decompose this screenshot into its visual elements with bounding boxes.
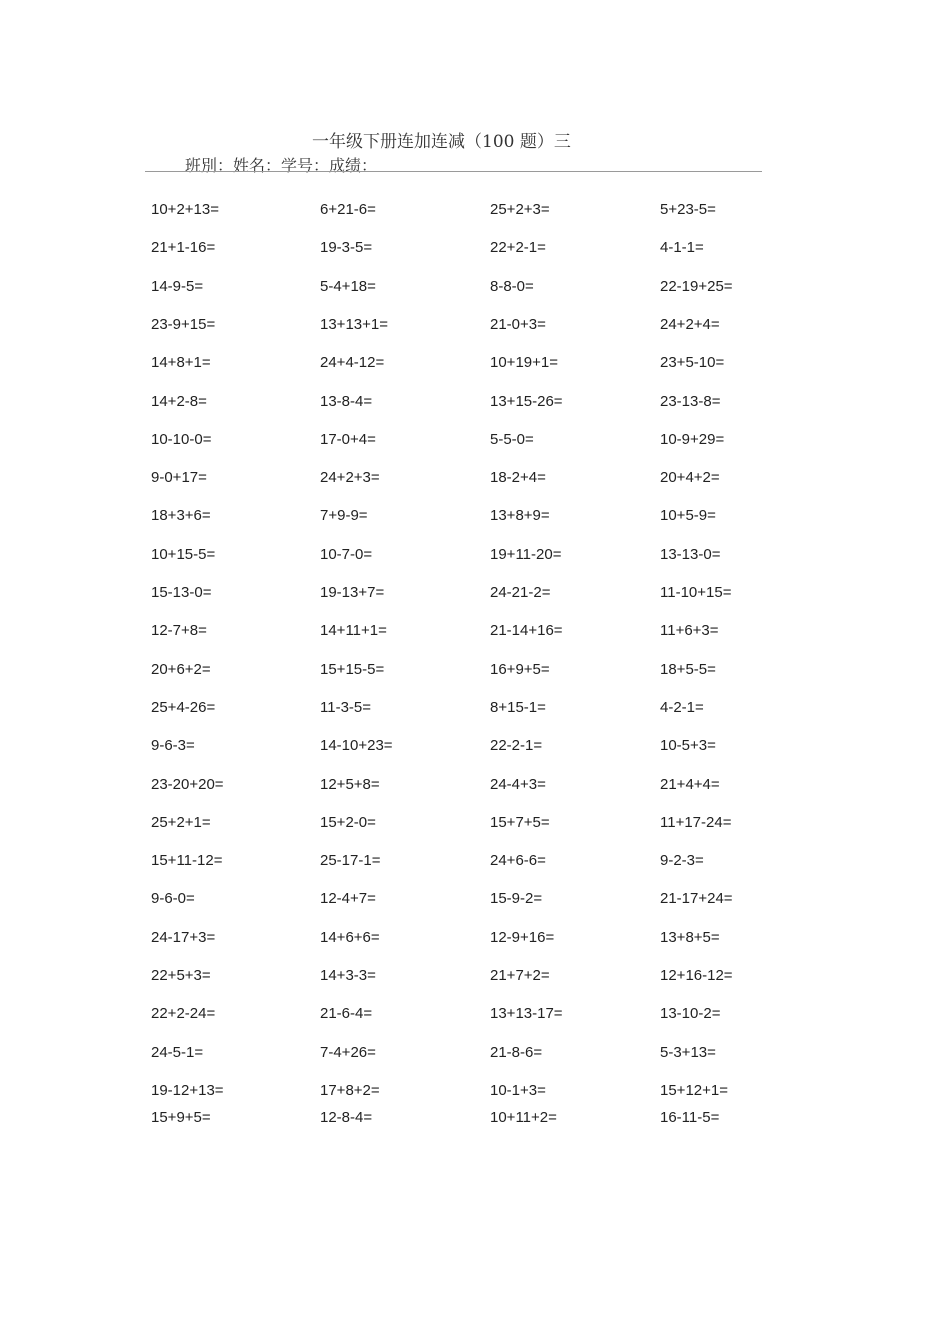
problem-item: 10-5+3= <box>660 737 716 754</box>
problem-item: 7+9-9= <box>320 507 368 524</box>
problem-item: 9-2-3= <box>660 852 704 869</box>
problem-item: 5+23-5= <box>660 201 716 218</box>
problem-item: 23-9+15= <box>151 316 216 333</box>
problem-item: 20+6+2= <box>151 661 211 678</box>
problem-item: 14+2-8= <box>151 393 207 410</box>
problem-item: 4-2-1= <box>660 699 704 716</box>
problem-item: 10+2+13= <box>151 201 219 218</box>
problem-item: 24+2+4= <box>660 316 720 333</box>
problem-item: 15+12+1= <box>660 1082 728 1099</box>
problem-item: 21-8-6= <box>490 1044 543 1061</box>
problem-item: 21-6-4= <box>320 1005 373 1022</box>
problem-item: 11+6+3= <box>660 622 719 639</box>
problem-item: 16+9+5= <box>490 661 550 678</box>
problem-item: 9-6-0= <box>151 890 195 907</box>
problem-item: 23+5-10= <box>660 354 725 371</box>
problem-item: 21-17+24= <box>660 890 733 907</box>
problem-item: 11-3-5= <box>320 699 372 716</box>
problem-item: 24+2+3= <box>320 469 380 486</box>
problem-item: 20+4+2= <box>660 469 720 486</box>
problem-item: 10-10-0= <box>151 431 212 448</box>
problem-item: 8-8-0= <box>490 278 534 295</box>
problem-item: 24+4-12= <box>320 354 385 371</box>
problem-item: 24+6-6= <box>490 852 546 869</box>
problem-item: 19-12+13= <box>151 1082 224 1099</box>
page-title: 一年级下册连加连减（100 题）三 <box>312 132 571 152</box>
problem-item: 13+8+9= <box>490 507 550 524</box>
problem-item: 17+8+2= <box>320 1082 380 1099</box>
problem-item: 21+1-16= <box>151 239 216 256</box>
problem-item: 15+9+5= <box>151 1109 211 1126</box>
problem-item: 19-13+7= <box>320 584 385 601</box>
problem-item: 12-7+8= <box>151 622 207 639</box>
problem-item: 10+5-9= <box>660 507 716 524</box>
problem-item: 21-0+3= <box>490 316 546 333</box>
problem-item: 5-3+13= <box>660 1044 716 1061</box>
problem-item: 22+2-1= <box>490 239 546 256</box>
problem-item: 4-1-1= <box>660 239 704 256</box>
problem-item: 25+2+1= <box>151 814 211 831</box>
problem-item: 12-9+16= <box>490 929 555 946</box>
problem-item: 9-0+17= <box>151 469 207 486</box>
problem-item: 21-14+16= <box>490 622 563 639</box>
problem-item: 15+7+5= <box>490 814 550 831</box>
problem-item: 5-4+18= <box>320 278 376 295</box>
problem-item: 12+16-12= <box>660 967 733 984</box>
problem-item: 22-2-1= <box>490 737 543 754</box>
problem-item: 8+15-1= <box>490 699 546 716</box>
problem-item: 22+2-24= <box>151 1005 216 1022</box>
problem-item: 10-7-0= <box>320 546 373 563</box>
problem-item: 22+5+3= <box>151 967 211 984</box>
problem-item: 15+15-5= <box>320 661 385 678</box>
problem-item: 7-4+26= <box>320 1044 376 1061</box>
problem-item: 14+11+1= <box>320 622 387 639</box>
problem-item: 10+19+1= <box>490 354 558 371</box>
problem-item: 12-4+7= <box>320 890 376 907</box>
problem-item: 12-8-4= <box>320 1109 373 1126</box>
problem-item: 18-2+4= <box>490 469 546 486</box>
problem-item: 24-4+3= <box>490 776 546 793</box>
problem-item: 18+5-5= <box>660 661 716 678</box>
problem-item: 14-10+23= <box>320 737 393 754</box>
problem-item: 17-0+4= <box>320 431 376 448</box>
problem-item: 21+4+4= <box>660 776 720 793</box>
problem-item: 13-8-4= <box>320 393 373 410</box>
problem-item: 23-13-8= <box>660 393 721 410</box>
problem-item: 10-1+3= <box>490 1082 546 1099</box>
problem-item: 5-5-0= <box>490 431 534 448</box>
problem-item: 13-13-0= <box>660 546 721 563</box>
problem-item: 24-21-2= <box>490 584 551 601</box>
problem-item: 15-13-0= <box>151 584 212 601</box>
problem-item: 19+11-20= <box>490 546 562 563</box>
problem-item: 13+15-26= <box>490 393 563 410</box>
problem-item: 13+8+5= <box>660 929 720 946</box>
problem-item: 10+11+2= <box>490 1109 557 1126</box>
problem-item: 15+11-12= <box>151 852 223 869</box>
problem-item: 16-11-5= <box>660 1109 720 1126</box>
problem-item: 18+3+6= <box>151 507 211 524</box>
problem-item: 15+2-0= <box>320 814 376 831</box>
problem-item: 14+8+1= <box>151 354 211 371</box>
student-info-line: 班別：姓名：学号：成绩： <box>185 156 378 175</box>
problem-item: 24-5-1= <box>151 1044 204 1061</box>
problem-item: 23-20+20= <box>151 776 224 793</box>
problem-item: 13-10-2= <box>660 1005 721 1022</box>
problem-item: 25-17-1= <box>320 852 381 869</box>
problem-item: 11-10+15= <box>660 584 732 601</box>
problem-item: 19-3-5= <box>320 239 373 256</box>
problem-item: 25+2+3= <box>490 201 550 218</box>
problem-item: 10+15-5= <box>151 546 216 563</box>
problem-item: 10-9+29= <box>660 431 725 448</box>
problem-item: 11+17-24= <box>660 814 732 831</box>
problem-item: 9-6-3= <box>151 737 195 754</box>
problem-item: 6+21-6= <box>320 201 376 218</box>
problem-item: 15-9-2= <box>490 890 543 907</box>
problem-item: 22-19+25= <box>660 278 733 295</box>
problem-item: 12+5+8= <box>320 776 380 793</box>
problem-item: 14+6+6= <box>320 929 380 946</box>
problem-item: 14+3-3= <box>320 967 376 984</box>
problem-item: 21+7+2= <box>490 967 550 984</box>
problem-item: 24-17+3= <box>151 929 216 946</box>
problem-item: 13+13+1= <box>320 316 388 333</box>
problem-item: 25+4-26= <box>151 699 216 716</box>
problem-item: 13+13-17= <box>490 1005 563 1022</box>
problem-item: 14-9-5= <box>151 278 204 295</box>
